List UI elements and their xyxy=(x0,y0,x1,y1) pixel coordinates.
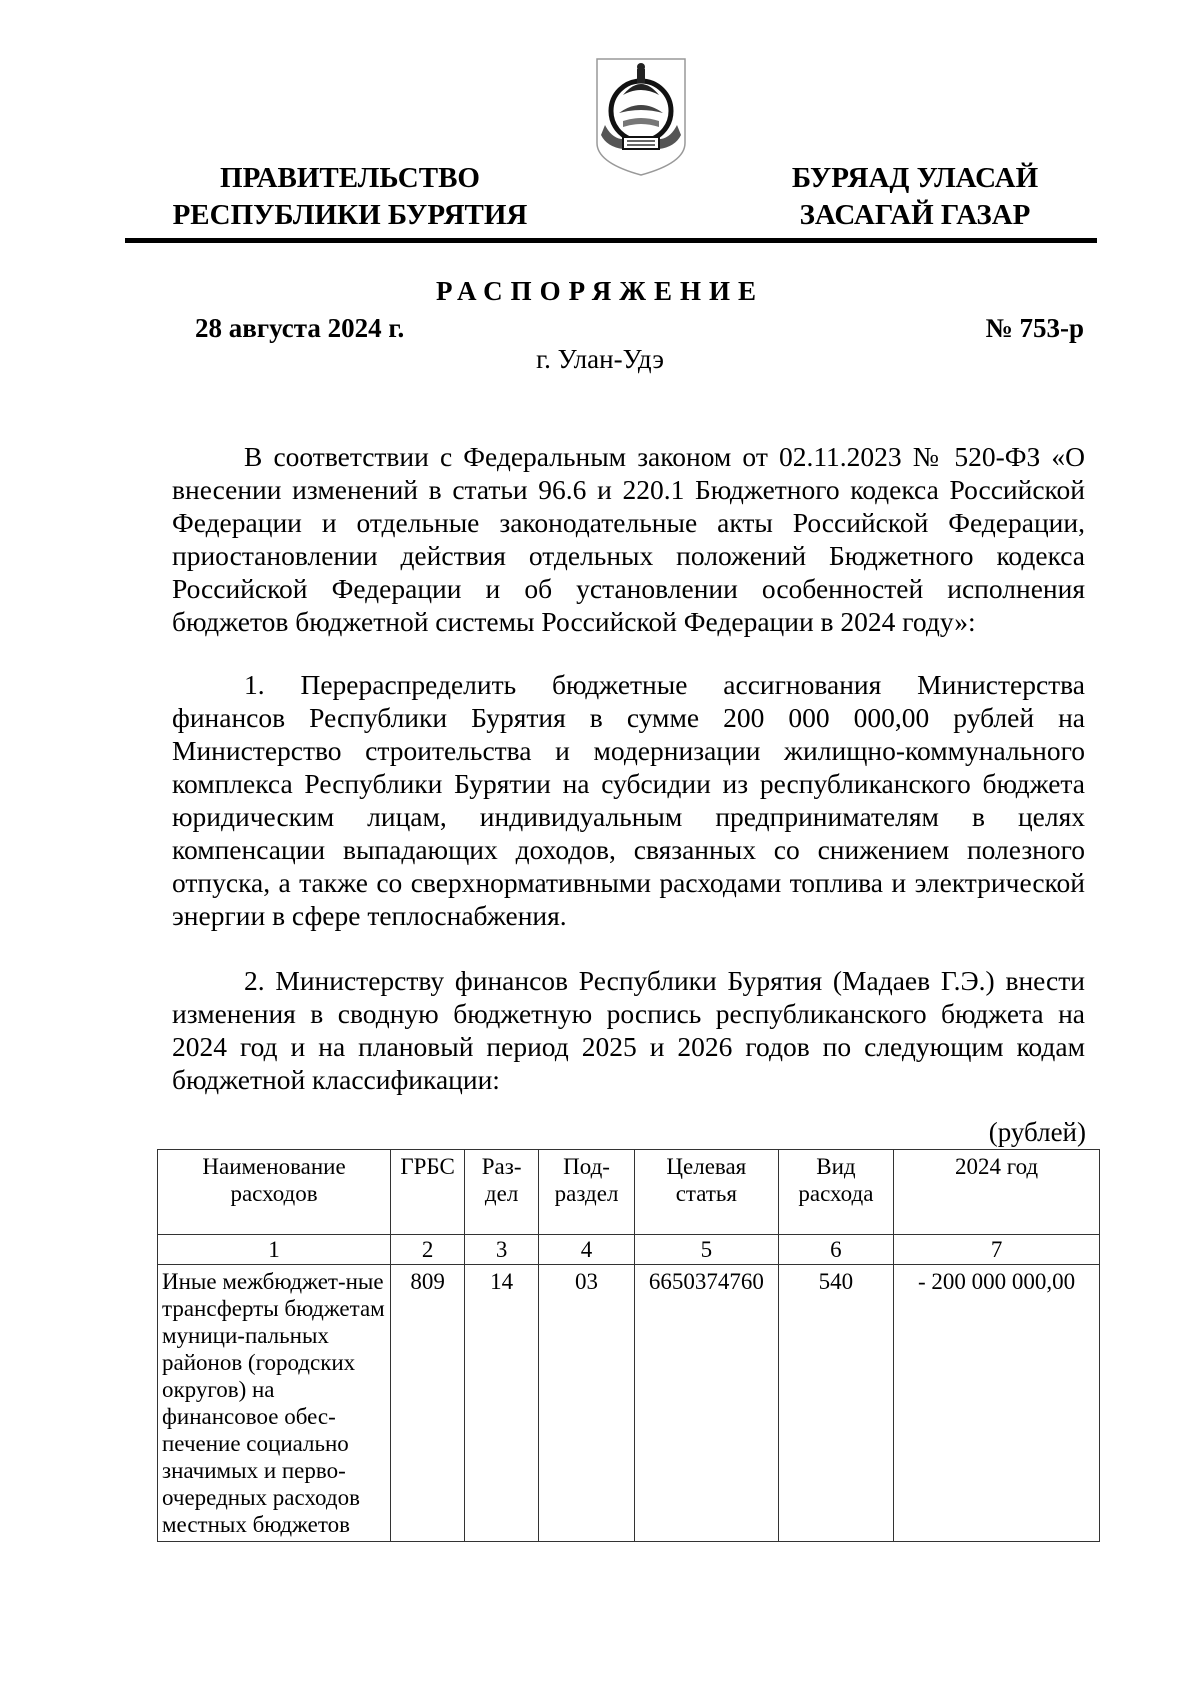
row-razdel: 14 xyxy=(465,1265,539,1542)
header-right-line1: БУРЯАД УЛАСАЙ xyxy=(791,162,1039,194)
column-number: 1 xyxy=(158,1235,391,1265)
column-number: 4 xyxy=(539,1235,635,1265)
coat-of-arms-emblem xyxy=(593,55,689,177)
row-expense-name: Иные межбюджет-ные трансферты бюджетам муници-пальных районов (городских округов) на финансовое обес-печение социально значимых и перво-очередных расходов местных бюджетов xyxy=(158,1265,391,1542)
column-number: 2 xyxy=(391,1235,465,1265)
row-podrazdel: 03 xyxy=(539,1265,635,1542)
header-cell-vid: Вид расхода xyxy=(778,1150,893,1235)
header-left-line1: ПРАВИТЕЛЬСТВО xyxy=(220,162,480,194)
row-celevaya-statya: 6650374760 xyxy=(634,1265,778,1542)
column-number: 6 xyxy=(778,1235,893,1265)
header-right-block xyxy=(760,160,1070,234)
column-number: 5 xyxy=(634,1235,778,1265)
header-cell-name: Наименование расходов xyxy=(158,1150,391,1235)
table-unit-label: (рублей) xyxy=(988,1117,1086,1147)
document-number: № 753-р xyxy=(985,313,1084,343)
intro-paragraph: В соответствии с Федеральным законом от 02.11.2023 № 520-ФЗ «О внесении изменений в статьи 96.6 и 220.1 Бюджетного кодекса Российской Федерации и отдельные законодательные акты Российской Федерации, приостановлении действия отдельных положений Бюджетного кодекса Российской Федерации и об установлении особенностей исполнения бюджетов бюджетной системы Российской Федерации в 2024 году»: xyxy=(172,441,1085,637)
column-number: 7 xyxy=(894,1235,1100,1265)
header-cell-razdel: Раз-дел xyxy=(465,1150,539,1235)
row-grbs: 809 xyxy=(391,1265,465,1542)
header-cell-celevaya: Целевая статья xyxy=(634,1150,778,1235)
header-left-block xyxy=(160,160,540,234)
header-cell-year: 2024 год xyxy=(894,1150,1100,1235)
row-amount: - 200 000 000,00 xyxy=(894,1265,1100,1542)
header-right-line2: ЗАСАГАЙ ГАЗАР xyxy=(799,199,1031,231)
header-cell-grbs: ГРБС xyxy=(391,1150,465,1235)
header-left-line2: РЕСПУБЛИКИ БУРЯТИЯ xyxy=(172,199,528,231)
item-2-paragraph: 2. Министерству финансов Республики Бурятия (Мадаев Г.Э.) внести изменения в сводную бюджетную роспись республиканского бюджета на 2024 год и на плановый период 2025 и 2026 годов по следующим кодам бюджетной классификации: xyxy=(172,965,1085,1095)
item-1-paragraph: 1. Перераспределить бюджетные ассигнования Министерства финансов Республики Бурятия в сумме 200 000 000,00 рублей на Министерство строительства и модернизации жилищно-коммунального комплекса Республики Бурятии на субсидии из республиканского бюджета юридическим лицам, индивидуальным предпринимателям в целях компенсации выпадающих доходов, связанных со снижением полезного отпуска, а также со сверхнормативными расходами топлива и электрической энергии в сфере теплоснабжения. xyxy=(172,669,1085,931)
document-title: РАСПОРЯЖЕНИЕ xyxy=(435,276,765,306)
table-header-row xyxy=(158,1150,1100,1235)
table-row xyxy=(158,1265,1100,1542)
table-column-number-row xyxy=(158,1235,1100,1265)
budget-table xyxy=(157,1149,1100,1542)
document-date: 28 августа 2024 г. xyxy=(195,313,405,343)
header-cell-podrazdel: Под-раздел xyxy=(539,1150,635,1235)
column-number: 3 xyxy=(465,1235,539,1265)
row-vid-raskhoda: 540 xyxy=(778,1265,893,1542)
document-city: г. Улан-Удэ xyxy=(536,344,664,374)
header-divider xyxy=(125,238,1097,243)
